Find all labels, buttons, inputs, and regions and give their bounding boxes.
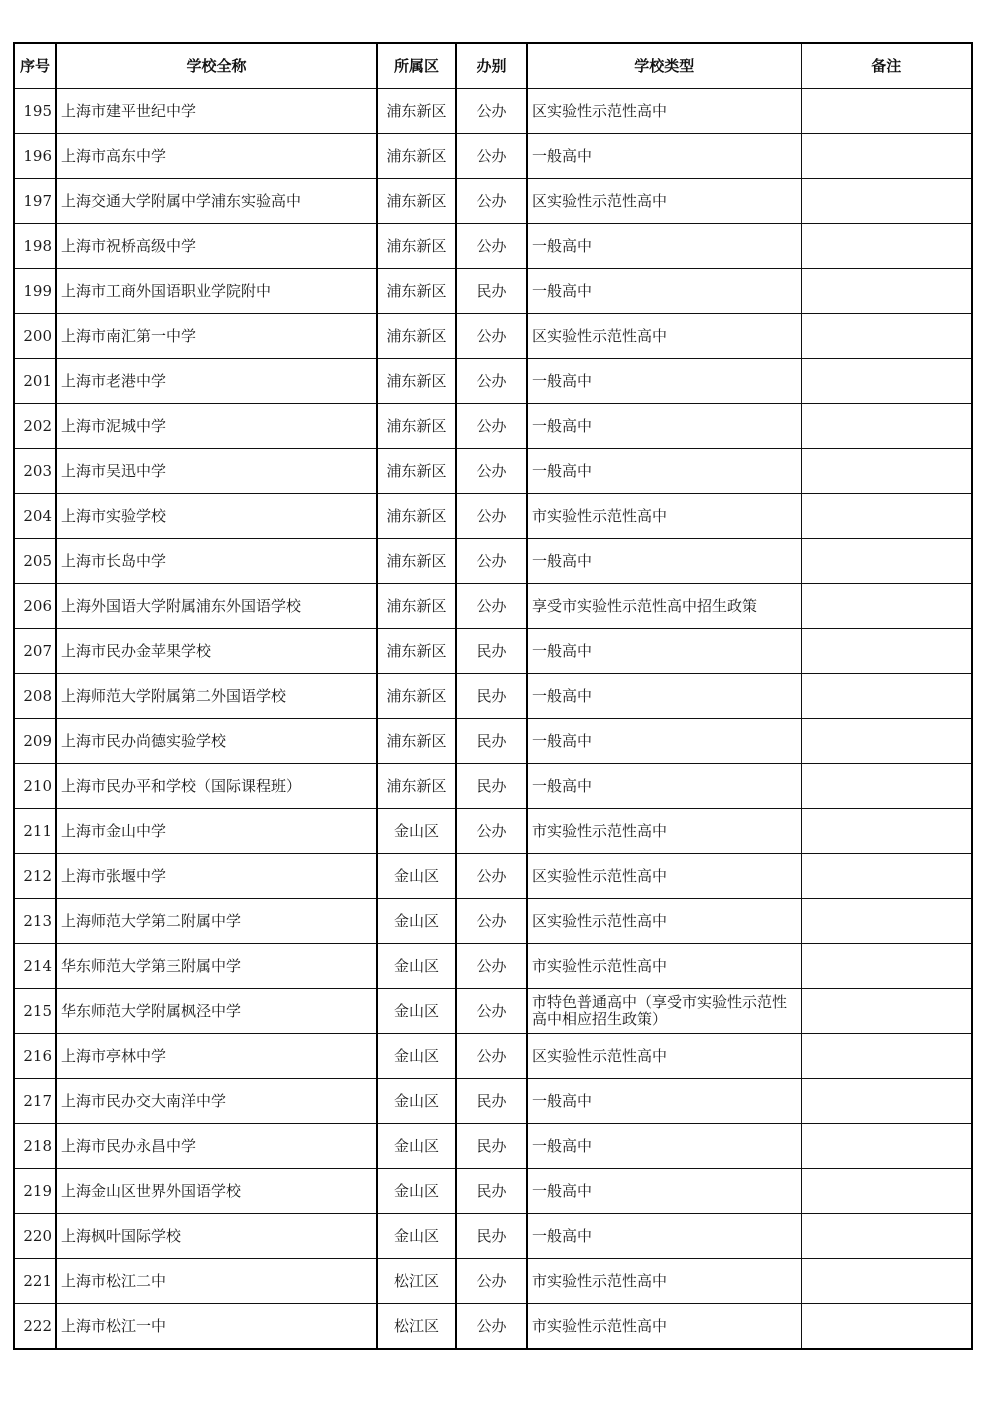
cell-school-name: 上海市金山中学 [56, 809, 377, 854]
table-header-row [14, 43, 972, 89]
cell-ownership: 民办 [456, 1169, 527, 1214]
cell-note [801, 269, 972, 314]
table-row [14, 854, 972, 899]
cell-note [801, 1259, 972, 1304]
table-row [14, 809, 972, 854]
cell-school-type: 区实验性示范性高中 [527, 89, 801, 134]
cell-no: 218 [14, 1124, 56, 1169]
cell-note [801, 584, 972, 629]
cell-no: 195 [14, 89, 56, 134]
cell-district: 金山区 [377, 944, 456, 989]
table-row [14, 539, 972, 584]
cell-school-name: 上海市工商外国语职业学院附中 [56, 269, 377, 314]
cell-note [801, 989, 972, 1034]
table-row [14, 989, 972, 1034]
cell-no: 215 [14, 989, 56, 1034]
cell-ownership: 公办 [456, 899, 527, 944]
table-row [14, 1259, 972, 1304]
cell-school-name: 上海市民办尚德实验学校 [56, 719, 377, 764]
cell-no: 198 [14, 224, 56, 269]
cell-no: 222 [14, 1304, 56, 1350]
cell-school-name: 上海市建平世纪中学 [56, 89, 377, 134]
cell-school-name: 上海市祝桥高级中学 [56, 224, 377, 269]
cell-note [801, 1124, 972, 1169]
cell-school-type: 一般高中 [527, 224, 801, 269]
cell-note [801, 224, 972, 269]
cell-school-name: 上海市亭林中学 [56, 1034, 377, 1079]
table-row [14, 134, 972, 179]
cell-no: 212 [14, 854, 56, 899]
cell-school-name: 上海市张堰中学 [56, 854, 377, 899]
cell-ownership: 公办 [456, 224, 527, 269]
header-no: 序号 [14, 43, 56, 89]
cell-school-type: 一般高中 [527, 1214, 801, 1259]
cell-ownership: 民办 [456, 269, 527, 314]
table-row [14, 224, 972, 269]
table-row [14, 269, 972, 314]
cell-note [801, 944, 972, 989]
cell-school-type: 市实验性示范性高中 [527, 1304, 801, 1350]
cell-ownership: 公办 [456, 539, 527, 584]
cell-school-type: 一般高中 [527, 674, 801, 719]
cell-district: 浦东新区 [377, 494, 456, 539]
cell-school-type: 区实验性示范性高中 [527, 854, 801, 899]
cell-ownership: 公办 [456, 314, 527, 359]
cell-no: 197 [14, 179, 56, 224]
cell-no: 199 [14, 269, 56, 314]
cell-no: 214 [14, 944, 56, 989]
cell-note [801, 494, 972, 539]
table-row [14, 359, 972, 404]
cell-school-name: 上海市民办平和学校（国际课程班） [56, 764, 377, 809]
cell-no: 196 [14, 134, 56, 179]
cell-ownership: 公办 [456, 89, 527, 134]
cell-school-type: 一般高中 [527, 539, 801, 584]
cell-district: 浦东新区 [377, 719, 456, 764]
cell-school-type: 市实验性示范性高中 [527, 1259, 801, 1304]
cell-note [801, 404, 972, 449]
cell-no: 213 [14, 899, 56, 944]
cell-note [801, 359, 972, 404]
cell-school-name: 上海市民办交大南洋中学 [56, 1079, 377, 1124]
cell-no: 206 [14, 584, 56, 629]
cell-school-name: 上海市民办永昌中学 [56, 1124, 377, 1169]
cell-no: 210 [14, 764, 56, 809]
cell-school-name: 上海市实验学校 [56, 494, 377, 539]
table-row [14, 179, 972, 224]
cell-district: 浦东新区 [377, 134, 456, 179]
table-row [14, 89, 972, 134]
cell-note [801, 674, 972, 719]
cell-ownership: 公办 [456, 404, 527, 449]
cell-note [801, 314, 972, 359]
table-row [14, 764, 972, 809]
cell-ownership: 公办 [456, 854, 527, 899]
cell-district: 金山区 [377, 809, 456, 854]
cell-no: 220 [14, 1214, 56, 1259]
cell-ownership: 公办 [456, 359, 527, 404]
cell-district: 金山区 [377, 1034, 456, 1079]
table-row [14, 1304, 972, 1350]
cell-no: 207 [14, 629, 56, 674]
cell-school-type: 市实验性示范性高中 [527, 944, 801, 989]
cell-school-type: 市实验性示范性高中 [527, 494, 801, 539]
cell-note [801, 539, 972, 584]
cell-district: 浦东新区 [377, 404, 456, 449]
cell-ownership: 民办 [456, 629, 527, 674]
cell-note [801, 809, 972, 854]
cell-ownership: 公办 [456, 944, 527, 989]
table-row [14, 899, 972, 944]
cell-school-type: 区实验性示范性高中 [527, 314, 801, 359]
table-row [14, 944, 972, 989]
cell-school-name: 上海枫叶国际学校 [56, 1214, 377, 1259]
cell-district: 金山区 [377, 854, 456, 899]
cell-ownership: 民办 [456, 1124, 527, 1169]
cell-note [801, 854, 972, 899]
cell-note [801, 899, 972, 944]
cell-no: 209 [14, 719, 56, 764]
table-row [14, 674, 972, 719]
header-ownership: 办别 [456, 43, 527, 89]
cell-no: 221 [14, 1259, 56, 1304]
cell-school-type: 一般高中 [527, 269, 801, 314]
cell-district: 浦东新区 [377, 359, 456, 404]
cell-school-name: 上海市长岛中学 [56, 539, 377, 584]
cell-ownership: 公办 [456, 809, 527, 854]
cell-no: 203 [14, 449, 56, 494]
header-school-type: 学校类型 [527, 43, 801, 89]
table-row [14, 404, 972, 449]
cell-ownership: 公办 [456, 584, 527, 629]
cell-district: 浦东新区 [377, 269, 456, 314]
cell-school-name: 上海外国语大学附属浦东外国语学校 [56, 584, 377, 629]
cell-no: 202 [14, 404, 56, 449]
cell-school-type: 市实验性示范性高中 [527, 809, 801, 854]
cell-note [801, 89, 972, 134]
cell-district: 浦东新区 [377, 314, 456, 359]
cell-school-name: 上海市泥城中学 [56, 404, 377, 449]
cell-note [801, 1169, 972, 1214]
cell-school-name: 上海市松江一中 [56, 1304, 377, 1350]
cell-school-name: 上海师范大学附属第二外国语学校 [56, 674, 377, 719]
cell-note [801, 1034, 972, 1079]
cell-district: 松江区 [377, 1259, 456, 1304]
cell-school-type: 一般高中 [527, 1079, 801, 1124]
cell-school-name: 上海市老港中学 [56, 359, 377, 404]
cell-district: 浦东新区 [377, 449, 456, 494]
cell-school-type: 市特色普通高中（享受市实验性示范性高中相应招生政策） [527, 989, 801, 1034]
cell-school-type: 区实验性示范性高中 [527, 899, 801, 944]
cell-ownership: 公办 [456, 494, 527, 539]
cell-no: 204 [14, 494, 56, 539]
cell-no: 219 [14, 1169, 56, 1214]
cell-district: 金山区 [377, 1124, 456, 1169]
cell-school-name: 上海市松江二中 [56, 1259, 377, 1304]
header-district: 所属区 [377, 43, 456, 89]
cell-school-type: 一般高中 [527, 134, 801, 179]
cell-ownership: 公办 [456, 1259, 527, 1304]
cell-no: 217 [14, 1079, 56, 1124]
header-note: 备注 [801, 43, 972, 89]
cell-ownership: 公办 [456, 449, 527, 494]
cell-district: 金山区 [377, 989, 456, 1034]
cell-ownership: 民办 [456, 1214, 527, 1259]
cell-district: 浦东新区 [377, 584, 456, 629]
school-list-sheet [13, 42, 973, 1350]
cell-district: 浦东新区 [377, 764, 456, 809]
cell-district: 松江区 [377, 1304, 456, 1350]
cell-district: 浦东新区 [377, 539, 456, 584]
cell-school-name: 上海市南汇第一中学 [56, 314, 377, 359]
cell-no: 208 [14, 674, 56, 719]
cell-school-type: 一般高中 [527, 1124, 801, 1169]
cell-school-name: 上海金山区世界外国语学校 [56, 1169, 377, 1214]
cell-school-type: 一般高中 [527, 1169, 801, 1214]
table-row [14, 1079, 972, 1124]
cell-no: 216 [14, 1034, 56, 1079]
cell-school-type: 一般高中 [527, 359, 801, 404]
table-row [14, 629, 972, 674]
cell-ownership: 公办 [456, 989, 527, 1034]
cell-school-type: 一般高中 [527, 764, 801, 809]
cell-district: 金山区 [377, 1214, 456, 1259]
cell-note [801, 449, 972, 494]
cell-no: 205 [14, 539, 56, 584]
table-row [14, 584, 972, 629]
cell-ownership: 公办 [456, 1304, 527, 1350]
cell-district: 浦东新区 [377, 629, 456, 674]
cell-ownership: 民办 [456, 764, 527, 809]
cell-no: 200 [14, 314, 56, 359]
cell-note [801, 629, 972, 674]
cell-district: 浦东新区 [377, 224, 456, 269]
cell-school-type: 一般高中 [527, 404, 801, 449]
table-row [14, 719, 972, 764]
cell-note [801, 134, 972, 179]
header-school-name: 学校全称 [56, 43, 377, 89]
cell-note [801, 1214, 972, 1259]
cell-district: 浦东新区 [377, 674, 456, 719]
table-row [14, 1124, 972, 1169]
cell-school-type: 一般高中 [527, 719, 801, 764]
cell-ownership: 民办 [456, 1079, 527, 1124]
cell-district: 浦东新区 [377, 179, 456, 224]
cell-note [801, 1304, 972, 1350]
cell-school-type: 区实验性示范性高中 [527, 179, 801, 224]
cell-school-name: 华东师范大学第三附属中学 [56, 944, 377, 989]
table-row [14, 1214, 972, 1259]
cell-note [801, 1079, 972, 1124]
cell-note [801, 179, 972, 224]
table-row [14, 449, 972, 494]
cell-school-name: 上海市高东中学 [56, 134, 377, 179]
cell-no: 211 [14, 809, 56, 854]
table-row [14, 1034, 972, 1079]
cell-school-type: 一般高中 [527, 449, 801, 494]
cell-note [801, 719, 972, 764]
cell-school-type: 区实验性示范性高中 [527, 1034, 801, 1079]
school-list-table [13, 42, 973, 1350]
cell-ownership: 民办 [456, 674, 527, 719]
cell-note [801, 764, 972, 809]
cell-district: 金山区 [377, 1079, 456, 1124]
cell-district: 浦东新区 [377, 89, 456, 134]
cell-ownership: 公办 [456, 1034, 527, 1079]
table-row [14, 314, 972, 359]
cell-ownership: 公办 [456, 134, 527, 179]
cell-school-name: 上海市吴迅中学 [56, 449, 377, 494]
cell-school-name: 上海市民办金苹果学校 [56, 629, 377, 674]
cell-school-name: 上海交通大学附属中学浦东实验高中 [56, 179, 377, 224]
cell-school-type: 一般高中 [527, 629, 801, 674]
cell-school-type: 享受市实验性示范性高中招生政策 [527, 584, 801, 629]
cell-school-name: 华东师范大学附属枫泾中学 [56, 989, 377, 1034]
cell-school-name: 上海师范大学第二附属中学 [56, 899, 377, 944]
cell-ownership: 公办 [456, 179, 527, 224]
table-row [14, 494, 972, 539]
cell-district: 金山区 [377, 899, 456, 944]
cell-ownership: 民办 [456, 719, 527, 764]
cell-no: 201 [14, 359, 56, 404]
table-row [14, 1169, 972, 1214]
cell-district: 金山区 [377, 1169, 456, 1214]
